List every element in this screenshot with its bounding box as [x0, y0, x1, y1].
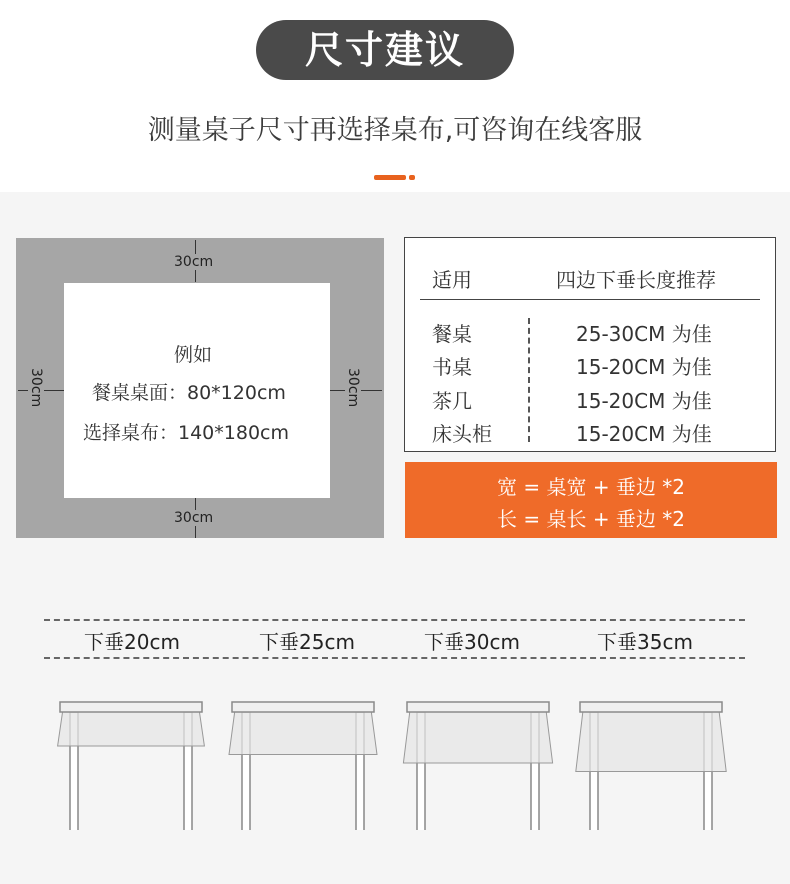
page-subtitle: 测量桌子尺寸再选择桌布,可咨询在线客服: [147, 115, 643, 146]
accent-divider-dot: [409, 175, 415, 180]
right-dimension-label: 30cm: [345, 368, 361, 408]
tabletop: [232, 702, 374, 712]
table-row-value: 25-30CM 为佳: [576, 322, 712, 346]
top-dimension-label: 30cm: [174, 254, 214, 270]
formula-width: 宽 = 桌宽 + 垂边 *2: [496, 475, 686, 499]
dashed-divider-bottom: [44, 657, 745, 659]
page-title: 尺寸建议: [256, 20, 514, 80]
formula-length: 长 = 桌长 + 垂边 *2: [496, 507, 686, 531]
table-header-item: 适用: [432, 268, 472, 292]
drop-label-35: 下垂35cm: [597, 630, 693, 654]
table-header-drop: 四边下垂长度推荐: [556, 268, 716, 292]
drop-label-25: 下垂25cm: [259, 630, 355, 654]
table-row-item: 茶几: [432, 389, 472, 413]
drop-label-30: 下垂30cm: [424, 630, 520, 654]
left-dimension-label: 30cm: [28, 368, 44, 408]
table-row-value: 15-20CM 为佳: [576, 389, 712, 413]
table-row-item: 餐桌: [432, 322, 472, 346]
table-row-item: 书桌: [432, 355, 472, 379]
bottom-dimension-label: 30cm: [174, 510, 214, 526]
table-row-value: 15-20CM 为佳: [576, 422, 712, 446]
table-illustrations: [0, 690, 790, 830]
table-header-divider: [420, 299, 760, 300]
tabletop: [60, 702, 202, 712]
table-row-item: 床头柜: [432, 422, 492, 446]
table-row-value: 15-20CM 为佳: [576, 355, 712, 379]
drop-label-20: 下垂20cm: [84, 630, 180, 654]
dashed-divider-top: [44, 619, 745, 621]
example-title: 例如: [174, 344, 213, 366]
accent-divider: [374, 175, 406, 180]
table-column-divider: [528, 318, 530, 442]
tabletop: [407, 702, 549, 712]
tabletop: [580, 702, 722, 712]
example-cloth-size: 选择桌布：140*180cm: [83, 422, 289, 444]
example-table-size: 餐桌桌面：80*120cm: [92, 382, 286, 404]
